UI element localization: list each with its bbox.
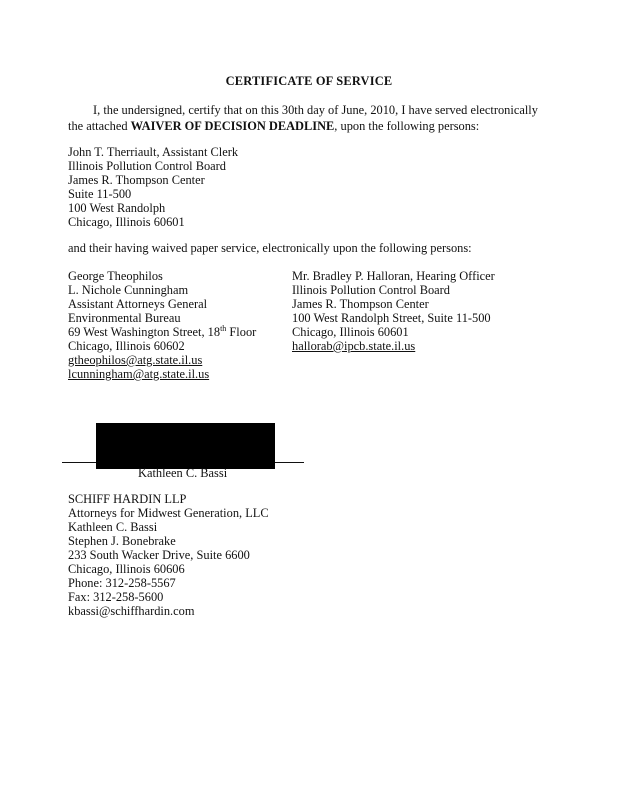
firm-email[interactable]: kbassi@schiffhardin.com [68, 604, 195, 618]
firm-contact-block [68, 492, 269, 618]
left-recipient-street [68, 325, 256, 339]
firm-fax: Fax: 312-258-5600 [68, 590, 164, 604]
firm-street: 233 South Wacker Drive, Suite 6600 [68, 548, 250, 562]
intro-line-1: I, the undersigned, certify that on this 30th day of June, 2010, I have served electronically [93, 103, 538, 117]
redacted-signature [96, 423, 275, 469]
right-recipient-block [292, 269, 495, 353]
intro-line-2 [68, 119, 479, 133]
attorney-name: Stephen J. Bonebrake [68, 534, 176, 548]
left-recipient-email-1[interactable]: gtheophilos@atg.state.il.us [68, 353, 203, 367]
left-recipient-line: George Theophilos [68, 269, 163, 283]
right-recipient-email[interactable]: hallorab@ipcb.state.il.us [292, 339, 416, 353]
paper-waiver-text: and their having waived paper service, electronically upon the following persons: [68, 241, 472, 255]
left-street-suffix: Floor [226, 325, 257, 339]
right-recipient-line: 100 West Randolph Street, Suite 11-500 [292, 311, 491, 325]
left-recipient-email-2[interactable]: lcunningham@atg.state.il.us [68, 367, 210, 381]
right-recipient-line: Mr. Bradley P. Halloran, Hearing Officer [292, 269, 495, 283]
left-recipient-line: Environmental Bureau [68, 311, 181, 325]
intro-line-2-suffix: , upon the following persons: [334, 119, 480, 133]
left-recipient-block [68, 269, 256, 381]
document-title: CERTIFICATE OF SERVICE [225, 74, 393, 88]
right-recipient-line: Illinois Pollution Control Board [292, 283, 450, 297]
signer-name: Kathleen C. Bassi [138, 466, 228, 480]
firm-city: Chicago, Illinois 60606 [68, 562, 185, 576]
left-recipient-city: Chicago, Illinois 60602 [68, 339, 185, 353]
right-recipient-line: James R. Thompson Center [292, 297, 429, 311]
attorney-name: Kathleen C. Bassi [68, 520, 158, 534]
left-recipient-line: L. Nichole Cunningham [68, 283, 189, 297]
clerk-city: Chicago, Illinois 60601 [68, 215, 185, 229]
left-street-superscript: th [220, 323, 227, 333]
right-recipient-line: Chicago, Illinois 60601 [292, 325, 409, 339]
document-reference: WAIVER OF DECISION DEADLINE [130, 119, 335, 133]
clerk-building: James R. Thompson Center [68, 173, 205, 187]
firm-role: Attorneys for Midwest Generation, LLC [68, 506, 269, 520]
intro-line-2-prefix: the attached [68, 119, 131, 133]
clerk-street: 100 West Randolph [68, 201, 166, 215]
clerk-recipient-block [68, 145, 238, 229]
clerk-organization: Illinois Pollution Control Board [68, 159, 226, 173]
firm-name: SCHIFF HARDIN LLP [68, 492, 187, 506]
left-recipient-line: Assistant Attorneys General [68, 297, 208, 311]
clerk-name: John T. Therriault, Assistant Clerk [68, 145, 239, 159]
firm-phone: Phone: 312-258-5567 [68, 576, 176, 590]
clerk-suite: Suite 11-500 [68, 187, 132, 201]
left-street-prefix: 69 West Washington Street, 18 [68, 325, 221, 339]
